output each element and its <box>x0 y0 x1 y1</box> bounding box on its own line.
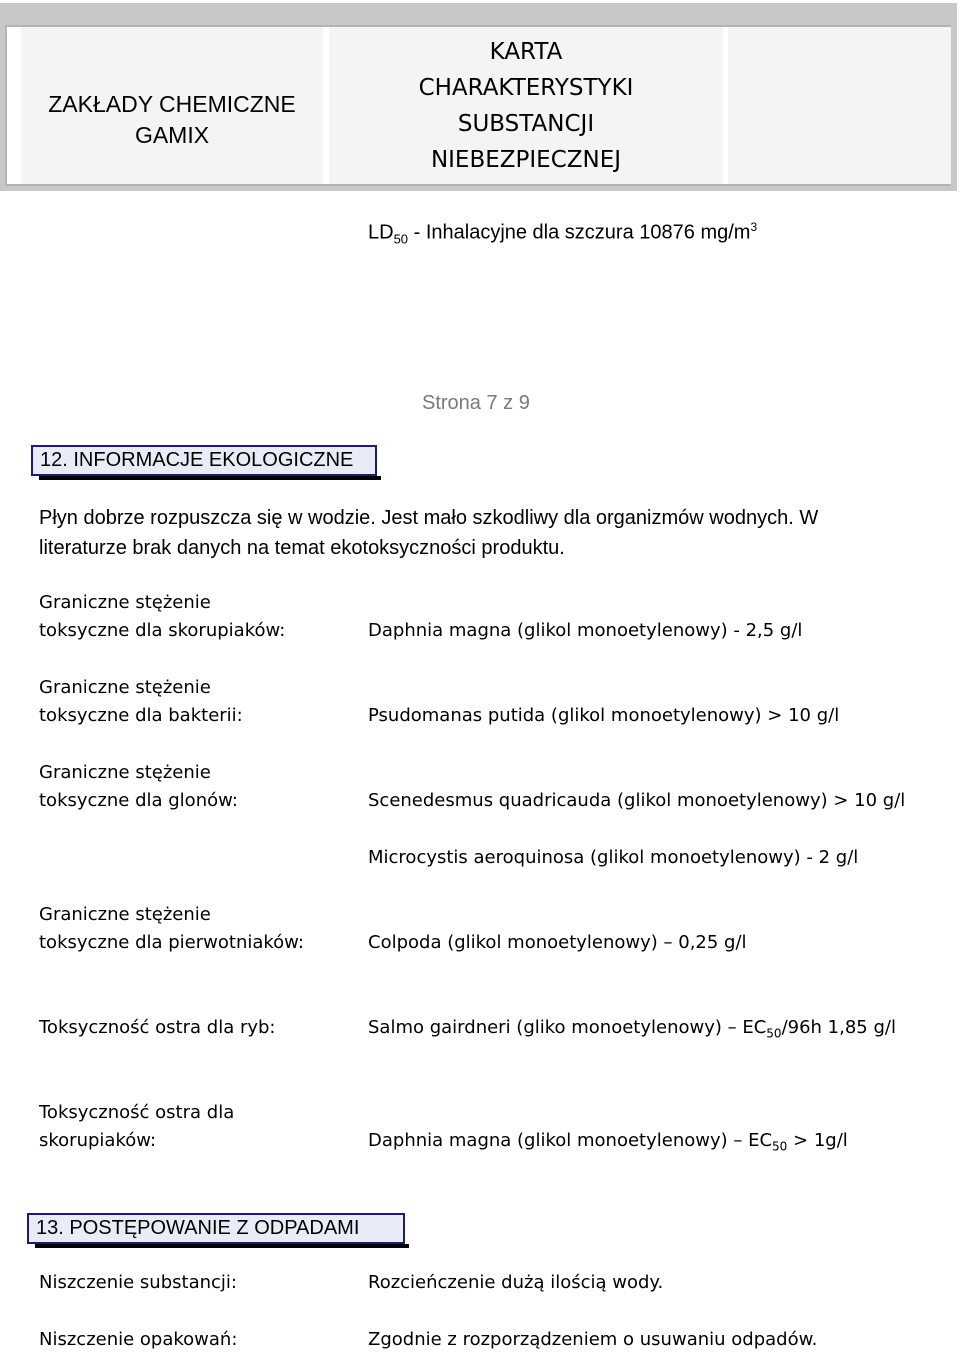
label-line-1: Graniczne stężenie <box>39 677 211 698</box>
header-empty-cell <box>728 27 951 184</box>
label-line-1: Toksyczność ostra dla <box>39 1102 235 1123</box>
fish-value-main: Salmo gairdneri (gliko monoetylenowy) – EC <box>368 1017 767 1038</box>
fish-value-subscript: 50 <box>766 1026 782 1041</box>
title-line-2: CHARAKTERYSTYKI <box>418 75 634 101</box>
label-line-1: Graniczne stężenie <box>39 904 211 925</box>
row-label-substance-disposal: Niszczenie substancji: <box>39 1272 237 1293</box>
row-label-protozoa <box>39 901 304 957</box>
ld-superscript: 3 <box>750 220 758 234</box>
section-12-intro <box>39 503 919 563</box>
ld-text: - Inhalacyjne dla szczura 10876 mg/m <box>408 221 751 244</box>
company-line-2: GAMIX <box>134 122 210 148</box>
row-label-crustaceans <box>39 589 285 645</box>
fish-value-tail: /96h 1,85 g/l <box>781 1017 896 1038</box>
title-line-3: SUBSTANCJI <box>457 111 595 137</box>
row-label-packaging-disposal: Niszczenie opakowań: <box>39 1329 238 1350</box>
row-value-crustaceans: Daphnia magna (glikol monoetylenowy) - 2,5 g/l <box>368 620 803 641</box>
page-number: Strona 7 z 9 <box>422 392 530 414</box>
label-line-2: toksyczne dla pierwotniaków: <box>39 932 304 953</box>
label-line-2: toksyczne dla bakterii: <box>39 705 243 726</box>
row-value-acute-crustaceans <box>368 1127 848 1161</box>
intro-line-2: literaturze brak danych na temat ekotoksyczności produktu. <box>39 537 565 559</box>
row-value-substance-disposal: Rozcieńczenie dużą ilością wody. <box>368 1272 664 1293</box>
title-line-1: KARTA <box>489 39 563 65</box>
label-line-2: skorupiaków: <box>39 1130 157 1151</box>
row-value-bacteria: Psudomanas putida (glikol monoetylenowy) > 10 g/l <box>368 705 840 726</box>
label-line-2: toksyczne dla glonów: <box>39 790 238 811</box>
row-value-fish <box>368 1014 896 1048</box>
row-label-fish: Toksyczność ostra dla ryb: <box>39 1017 276 1038</box>
row-label-bacteria <box>39 674 243 730</box>
company-name <box>21 89 323 151</box>
document-header <box>0 3 957 191</box>
header-table <box>5 25 951 186</box>
title-line-4: NIEBEZPIECZNEJ <box>430 147 622 173</box>
crust-value-main: Daphnia magna (glikol monoetylenowy) – EC <box>368 1130 773 1151</box>
crust-value-tail: > 1g/l <box>787 1130 848 1151</box>
ld-subscript: 50 <box>393 231 409 247</box>
row-value-algae-1: Scenedesmus quadricauda (glikol monoetylenowy) > 10 g/l <box>368 790 906 811</box>
row-value-protozoa: Colpoda (glikol monoetylenowy) – 0,25 g/l <box>368 932 747 953</box>
section-13-heading: 13. POSTĘPOWANIE Z ODPADAMI <box>27 1213 405 1244</box>
label-line-1: Graniczne stężenie <box>39 762 211 783</box>
document-title <box>329 34 723 178</box>
label-line-1: Graniczne stężenie <box>39 592 211 613</box>
intro-line-1: Płyn dobrze rozpuszcza się w wodzie. Jest mało szkodliwy dla organizmów wodnych. W <box>39 507 819 529</box>
row-label-algae <box>39 759 238 815</box>
ld50-inhalation <box>368 220 757 247</box>
row-label-acute-crustaceans <box>39 1099 234 1155</box>
section-12-heading: 12. INFORMACJE EKOLOGICZNE <box>31 445 377 476</box>
crust-value-subscript: 50 <box>772 1139 788 1154</box>
row-value-algae-2: Microcystis aeroquinosa (glikol monoetylenowy) - 2 g/l <box>368 847 859 868</box>
company-line-1: ZAKŁADY CHEMICZNE <box>48 91 296 117</box>
row-value-packaging-disposal: Zgodnie z rozporządzeniem o usuwaniu odpadów. <box>368 1329 818 1350</box>
ld-prefix: LD <box>368 221 394 244</box>
label-line-2: toksyczne dla skorupiaków: <box>39 620 286 641</box>
